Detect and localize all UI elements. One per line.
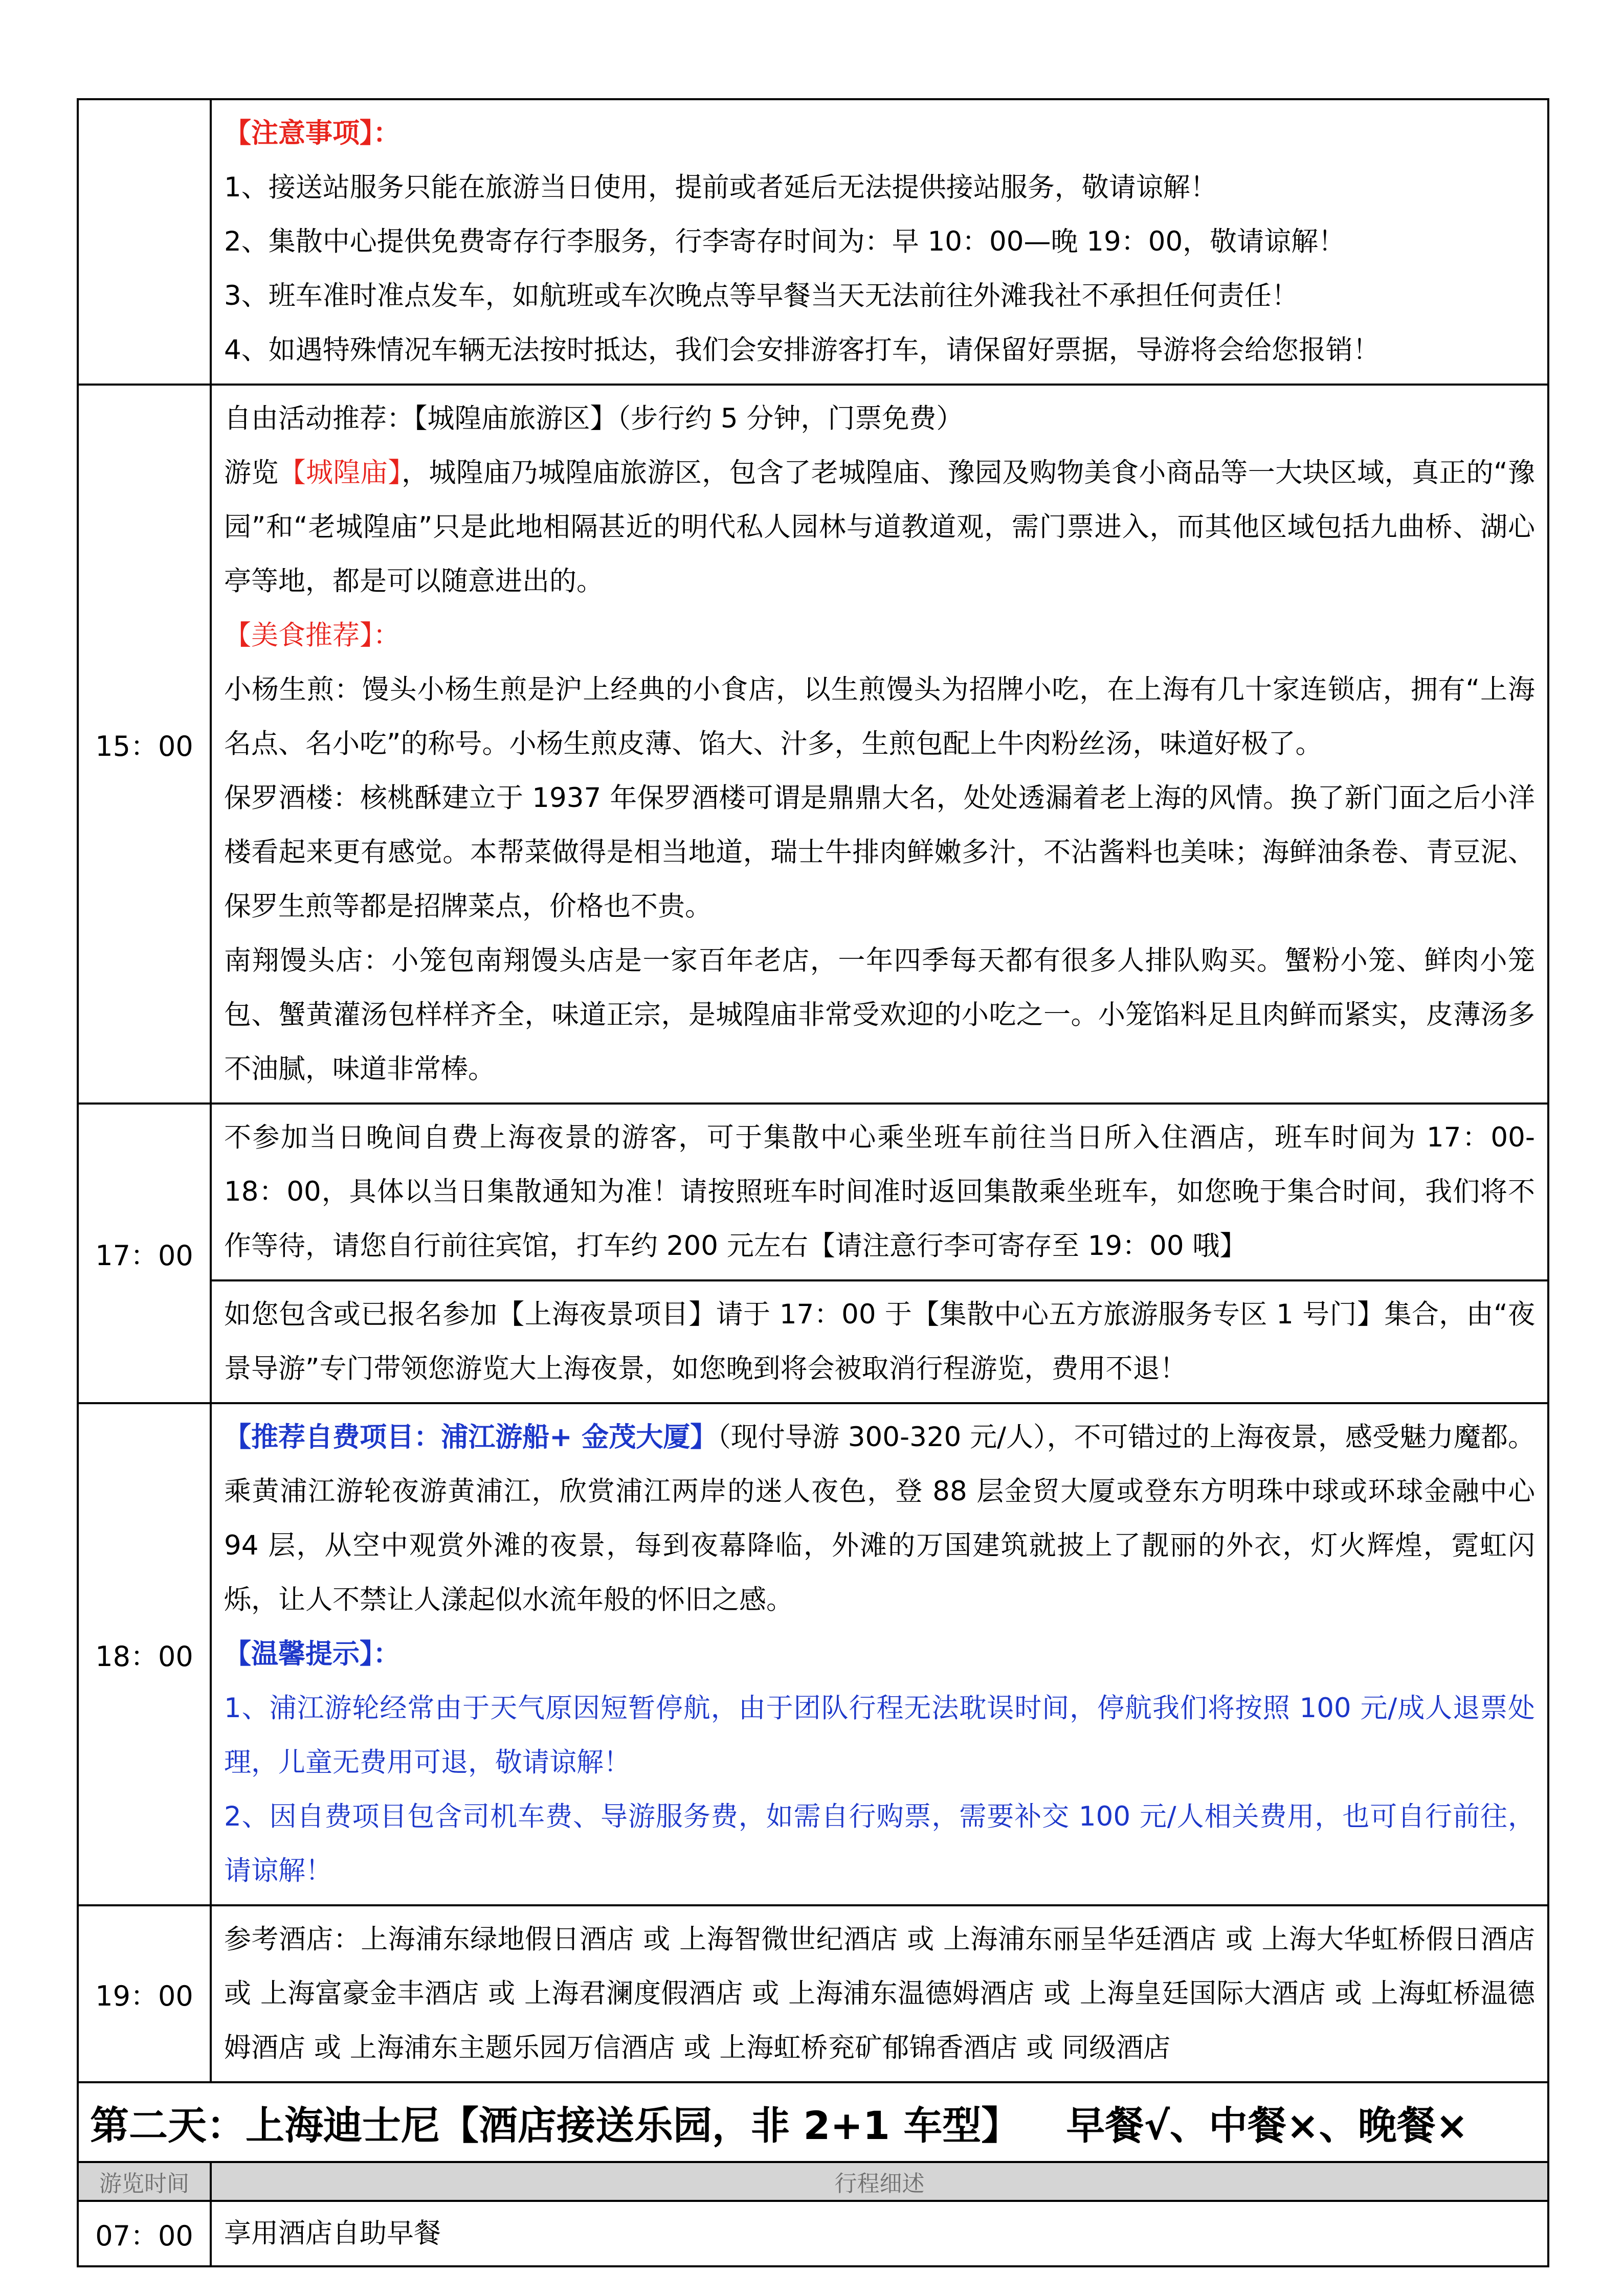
food-item: 保罗酒楼：核桃酥建立于 1937 年保罗酒楼可谓是鼎鼎大名，处处透漏着老上海的风情。换了新门面之后小洋楼看起来更有感觉。本帮菜做得是相当地道，瑞士牛排肉鲜嫩多汁，不沾酱料也美味；海鲜油条卷、青豆泥、保罗生煎等都是招牌菜点，价格也不贵。 [224, 782, 1535, 922]
activity-cell [211, 1905, 1548, 2082]
hotel-list: 参考酒店：上海浦东绿地假日酒店 或 上海智微世纪酒店 或 上海浦东丽呈华廷酒店 或 上海大华虹桥假日酒店 或 上海富豪金丰酒店 或 上海君澜度假酒店 或 上海浦东温德姆酒店 或 上海皇廷国际大酒店 或 上海虹桥温德姆酒店 或 上海浦东主题乐园万信酒店 或 上海虹桥兖矿郁锦香酒店 或 同级酒店 [224, 1924, 1535, 2063]
schedule-row-1700-b [78, 1280, 1548, 1403]
tip-item: 2、因自费项目包含司机车费、导游服务费，如需自行购票，需要补交 100 元/人相关费用，也可自行前往，请谅解！ [224, 1801, 1535, 1886]
activity-cell [211, 1280, 1548, 1403]
food-item: 小杨生煎：馒头小杨生煎是沪上经典的小食店，以生煎馒头为招牌小吃，在上海有几十家连锁店，拥有“上海名点、名小吃”的称号。小杨生煎皮薄、馅大、汁多，生煎包配上牛肉粉丝汤，味道好极了。 [224, 674, 1535, 759]
breakfast-text: 享用酒店自助早餐 [224, 2218, 441, 2249]
activity-cell [211, 1104, 1548, 1280]
time-cell: 17：00 [78, 1104, 211, 1403]
time-cell: 19：00 [78, 1905, 211, 2082]
recommend-title: 【推荐自费项目：浦江游船+ 金茂大厦】 [224, 1422, 718, 1453]
note-item: 2、集散中心提供免费寄存行李服务，行李寄存时间为：早 10：00—晚 19：00，敬请谅解！ [224, 226, 1346, 257]
column-header-desc: 行程细述 [211, 2162, 1548, 2201]
day2-meals: 早餐√、中餐×、晚餐× [1066, 2102, 1469, 2148]
free-activity-text: 自由活动推荐：【城隍庙旅游区】（步行约 5 分钟，门票免费） [224, 403, 964, 434]
shuttle-text: 不参加当日晚间自费上海夜景的游客，可于集散中心乘坐班车前往当日所入住酒店，班车时间为 17：00-18：00，具体以当日集散通知为准！请按照班车时间准时返回集散乘坐班车，如您晚于集合时间，我们将不作等待，请您自行前往宾馆，打车约 200 元左右【请注意行李可寄存至 19：00 哦】 [224, 1122, 1535, 1262]
activity-cell [211, 1403, 1548, 1905]
notes-title: 【注意事项】： [224, 118, 401, 149]
visit-highlight: 【城隍庙】 [278, 457, 402, 488]
time-cell: 18：00 [78, 1403, 211, 1905]
column-header-time: 游览时间 [78, 2162, 211, 2201]
note-item: 3、班车准时准点发车，如航班或车次晚点等早餐当天无法前往外滩我社不承担任何责任！ [224, 280, 1299, 311]
day2-title: 第二天：上海迪士尼【酒店接送乐园，非 2+1 车型】 [90, 2102, 1020, 2148]
activity-cell [211, 2201, 1548, 2266]
notes-cell [211, 99, 1548, 385]
notes-row [78, 99, 1548, 385]
itinerary-sheet [77, 98, 1547, 2267]
recommend-paragraph [224, 1410, 1535, 1627]
note-item: 1、接送站服务只能在旅游当日使用，提前或者延后无法提供接站服务，敬请谅解！ [224, 172, 1217, 203]
food-title: 【美食推荐】： [224, 620, 401, 651]
column-header-row [78, 2162, 1548, 2201]
activity-cell [211, 385, 1548, 1104]
visit-text: ，城隍庙乃城隍庙旅游区，包含了老城隍庙、豫园及购物美食小商品等一大块区域，真正的“豫园”和“老城隍庙”只是此地相隔甚近的明代私人园林与道教道观，需门票进入，而其他区域包括九曲桥、湖心亭等地，都是可以随意进出的。 [224, 457, 1536, 597]
schedule-row-0700 [78, 2201, 1548, 2266]
food-item: 南翔馒头店：小笼包南翔馒头店是一家百年老店，一年四季每天都有很多人排队购买。蟹粉小笼、鲜肉小笼包、蟹黄灌汤包样样齐全，味道正宗，是城隍庙非常受欢迎的小吃之一。小笼馅料足且肉鲜而紧实，皮薄汤多不油腻，味道非常棒。 [224, 945, 1535, 1085]
schedule-row-1500 [78, 385, 1548, 1104]
day2-heading [78, 2082, 1548, 2162]
time-cell: 07：00 [78, 2201, 211, 2266]
night-tour-text: 如您包含或已报名参加【上海夜景项目】请于 17：00 于【集散中心五方旅游服务专区 1 号门】集合，由“夜景导游”专门带领您游览大上海夜景，如您晚到将会被取消行程游览，费用不退！ [224, 1299, 1535, 1384]
tip-title: 【温馨提示】： [224, 1638, 401, 1670]
tip-item: 1、浦江游轮经常由于天气原因短暂停航，由于团队行程无法耽误时间，停航我们将按照 100 元/成人退票处理，儿童无费用可退，敬请谅解！ [224, 1693, 1535, 1778]
recommend-text: （现付导游 300-320 元/人），不可错过的上海夜景，感受魅力魔都。乘黄浦江游轮夜游黄浦江，欣赏浦江两岸的迷人夜色，登 88 层金贸大厦或登东方明珠中球或环球金融中心 94 层，从空中观赏外滩的夜景，每到夜幕降临，外滩的万国建筑就披上了靓丽的外衣，灯火辉煌，霓虹闪烁，让人不禁让人漾起似水流年般的怀旧之感。 [224, 1422, 1536, 1615]
schedule-row-1800 [78, 1403, 1548, 1905]
notes-time-cell [78, 99, 211, 385]
itinerary-table [77, 98, 1549, 2267]
note-item: 4、如遇特殊情况车辆无法按时抵达，我们会安排游客打车，请保留好票据，导游将会给您报销！ [224, 334, 1380, 366]
schedule-row-1700 [78, 1104, 1548, 1280]
schedule-row-1900 [78, 1905, 1548, 2082]
visit-prefix: 游览 [224, 457, 279, 488]
day2-heading-row [78, 2082, 1548, 2162]
time-cell: 15：00 [78, 385, 211, 1104]
visit-paragraph [224, 446, 1535, 609]
